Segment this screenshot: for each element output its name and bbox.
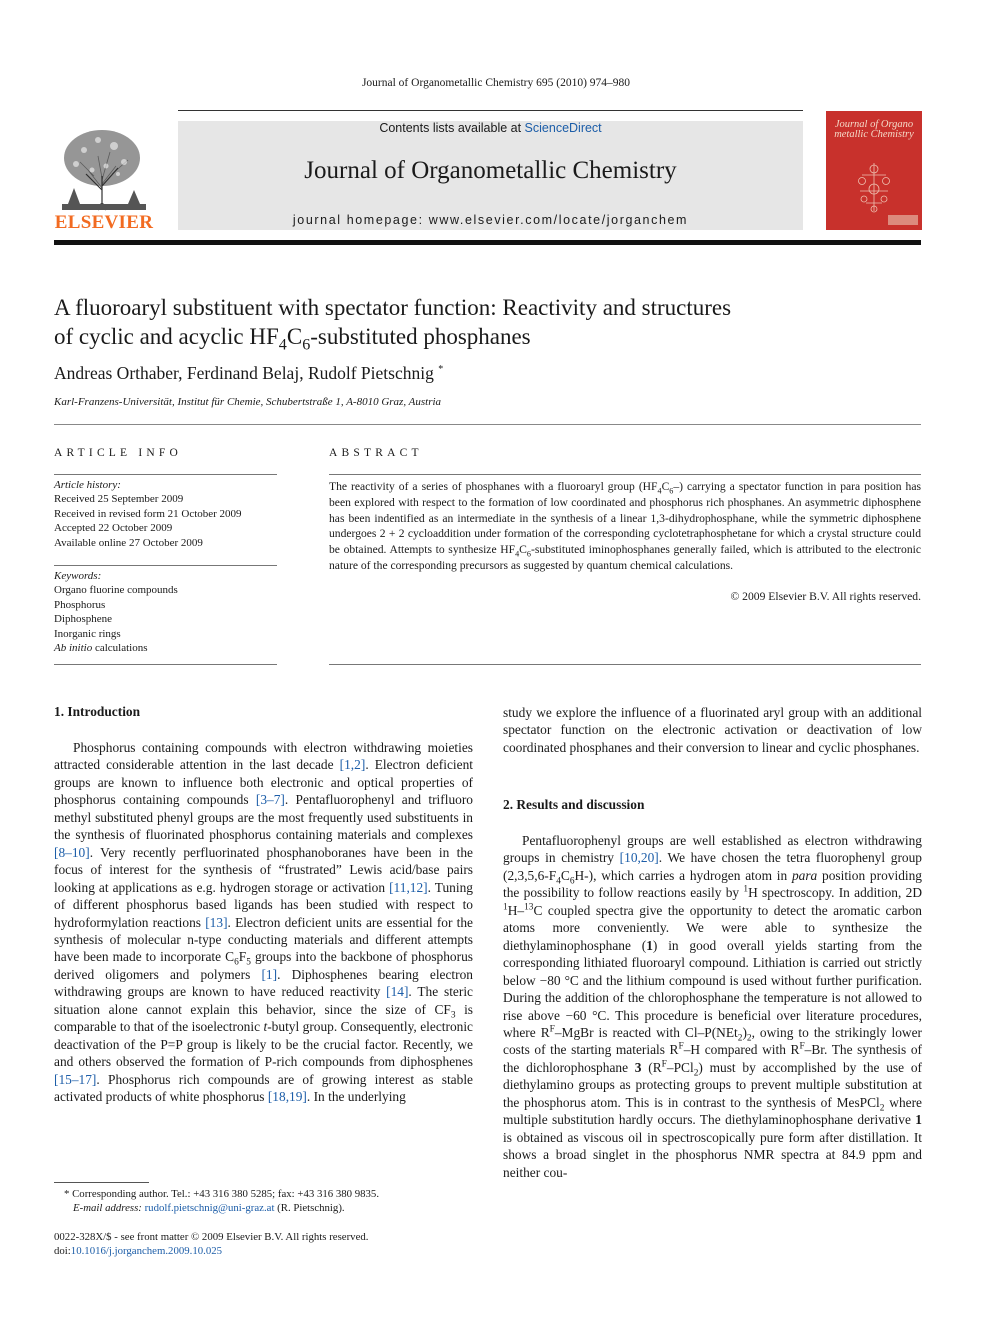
keyword: Diphosphene xyxy=(54,613,113,626)
article-info-heading: ARTICLE INFO xyxy=(54,447,182,459)
corresponding-author-mark[interactable]: * xyxy=(438,364,444,376)
front-matter xyxy=(54,1230,484,1259)
header-top-rule xyxy=(178,110,803,111)
header-thick-rule xyxy=(54,240,921,245)
corresponding-author-footnote xyxy=(54,1187,484,1216)
article-history xyxy=(54,478,277,550)
affiliation: Karl-Franzens-Universität, Institut für Chemie, Schubertstraße 1, A-8010 Graz, Austria xyxy=(54,396,442,408)
title-line-2: of cyclic and acyclic $HF_4C_6$-substituted phosphanes xyxy=(54,324,531,354)
abstract-rule xyxy=(329,474,921,475)
abstract-rule xyxy=(329,664,921,665)
abstract-heading: ABSTRACT xyxy=(329,447,423,459)
keywords-label: Keywords: xyxy=(54,570,102,582)
title-rule xyxy=(54,424,921,425)
citation-link[interactable]: [14] xyxy=(386,984,409,1000)
keyword: Ab initio calculations xyxy=(54,642,148,655)
doi-line: doi:10.1016/j.jorganchem.2009.10.025 xyxy=(54,1245,223,1258)
history-label: Article history: xyxy=(54,479,121,491)
history-online: Available online 27 October 2009 xyxy=(54,536,203,549)
info-rule xyxy=(54,565,277,566)
title-line-1: A fluoroaryl substituent with spectator function: Reactivity and structures xyxy=(54,295,732,320)
footnote-rule xyxy=(54,1182,149,1183)
citation-link[interactable]: [8–10] xyxy=(54,844,90,860)
history-accepted: Accepted 22 October 2009 xyxy=(54,522,173,535)
sciencedirect-link[interactable]: ScienceDirect xyxy=(524,121,602,135)
footnote-email: E-mail address: rudolf.pietschnig@uni-graz.at (R. Pietschnig). xyxy=(73,1202,345,1215)
introduction-paragraph: Phosphorus containing compounds with electron withdrawing moieties attracted considerable attention in the last decade [1,2]. Electron deficient groups are known to influence both electronic and optical properties of phosphorus containing compounds [3–7]. Pentafluorophenyl and trifluoro methyl substituted phenyl groups are the most frequently used substituents in the synthesis of fluorinated phosphorus containing materials and complexes [8–10]. Very recently perfluorinated phosphanoboranes have been in the focus of interest for the synthesis of “frustrated” Lewis acid/base pairs looking at applications as e.g. hydrogen storage or activation [11,12]. Tuning of different phosphorus based ligands has been studied with respect to hydroformylation reactions [13]. Electron deficient units are essential for the synthesis of molecular n-type conducting materials and different attempts have been made to incorporate $C_6F_5$ groups into the backbone of phosphorus derived oligomers and polymers [1]. Diphosphenes bearing electron withdrawing groups are known to have reduced reactivity [14]. The steric situation alone cannot explain this behavior, since the size of $CF_3$ is comparable to that of the isoelectronic t-butyl group. Consequently, electronic deactivation of the P=P group is likely to be the crucial factor. Recently, we and others observed the formation of P-rich compounds from diphosphenes [15–17]. Phosphorus rich compounds are of growing interest as stable activated products of white phosphorus [18,19]. In the underlying xyxy=(54,740,474,1105)
abstract-copyright: © 2009 Elsevier B.V. All rights reserved. xyxy=(730,590,921,603)
info-rule xyxy=(54,664,277,665)
citation-link[interactable]: [1,2] xyxy=(339,757,366,773)
keyword: Phosphorus xyxy=(54,598,106,611)
abstract-body: The reactivity of a series of phosphanes with a fluoroaryl group $(HF_4C_6-)$ carrying a spectator function in para position has been explored with respect to the formation of low coordinated and phosphorus rich phosphanes. An asymmetric diphosphene has been indentified as an intermediate in the synthesis of a linear 1,3-dihydrophosphane, while the symmetric diphosphene undergoes 2 + 2 cycloaddition under formation of the corresponding cyclotetraphosphetane for which a crystal structure could be obtained. Attempts to synthesize $HF_4C_6$-substituted iminophosphanes generally failed, which is attributed to the electronic nature of the corresponding precursors as suggested by quantum chemical calculations. xyxy=(329,480,921,572)
journal-homepage[interactable]: journal homepage: www.elsevier.com/locate/jorganchem xyxy=(292,213,689,227)
keyword: Inorganic rings xyxy=(54,627,121,640)
citation-link[interactable]: [13] xyxy=(205,914,228,930)
citation-link[interactable]: [18,19] xyxy=(267,1089,307,1105)
info-rule xyxy=(54,474,277,475)
cover-title: Journal of Organo metallic Chemistry xyxy=(834,119,914,140)
introduction-continuation: study we explore the influence of a fluorinated aryl group with an additional spectator function on the electronic activation or deactivation of low coordinated phosphanes and their conversion to linear and cyclic phosphanes. xyxy=(503,705,922,755)
article-title xyxy=(54,293,914,354)
author-list xyxy=(54,363,654,384)
results-heading: 2. Results and discussion xyxy=(503,797,645,812)
keyword: Organo fluorine compounds xyxy=(54,584,178,597)
keywords xyxy=(54,569,277,655)
introduction-heading: 1. Introduction xyxy=(54,704,141,719)
journal-title: Journal of Organometallic Chemistry xyxy=(304,157,677,184)
footnote-contact: * Corresponding author. Tel.: +43 316 380 5285; fax: +43 316 380 9835. xyxy=(64,1188,380,1200)
results-paragraph: Pentafluorophenyl groups are well established as electron withdrawing groups in chemistry [10,20]. We have chosen the tetra fluorophenyl group $(2,3,5,6-F_4C_6H-)$, which carries a hydrogen atom in para position providing the possibility to follow reactions easily by $^1$H spectroscopy. In addition, 2D $^1$H–$^{13}$C coupled spectra give the opportunity to detect the aromatic carbon atoms more conveniently. We were able to synthesize the diethylaminophosphane (1) in good overall yields starting from the corresponding lithiated fluoroaryl compound. Lithiation is carried out strictly below −80 °C and the lithium compound is used without further purification. During the addition of the chlorophosphane the temperature is not allowed to rise above −60 °C. This procedure is beneficial over literature procedures, where $R^F$–MgBr is reacted with $Cl-P(NEt_2)_2$, owing to the strikingly lower costs of the starting materials $R^F-H$ compared with $R^F-Br$. The synthesis of the dichlorophosphane 3 $(R^F-PCl_2)$ must by accomplished by the use of diethylamino groups as protecting groups to prevent multiple substitution at the phosphorus atom. This is in contrast to the synthesis of MesPCl$_2$ where multiple substitution hardly occurs. The diethylaminophosphane derivative 1 is obtained as viscous oil in spectroscopically pure form after distillation. It shows a broad singlet in the phosphorus NMR spectra at 84.9 ppm and neither cou- xyxy=(503,833,923,1180)
front-matter-copyright: 0022-328X/$ - see front matter © 2009 Elsevier B.V. All rights reserved. xyxy=(54,1231,369,1243)
contents-prefix: Contents lists available at xyxy=(379,121,525,135)
citation-link[interactable]: [3–7] xyxy=(255,792,285,808)
citation-link[interactable]: [10,20] xyxy=(619,850,659,866)
history-received: Received 25 September 2009 xyxy=(54,493,184,506)
history-revised: Received in revised form 21 October 2009 xyxy=(54,507,242,520)
authors-text: Andreas Orthaber, Ferdinand Belaj, Rudolf Pietschnig xyxy=(54,363,434,383)
email-link[interactable]: rudolf.pietschnig@uni-graz.at xyxy=(144,1202,275,1215)
citation-link[interactable]: [11,12] xyxy=(389,879,428,895)
citation-link[interactable]: [1] xyxy=(261,966,278,982)
journal-citation: Journal of Organometallic Chemistry 695 (2010) 974–980 xyxy=(361,77,631,89)
elsevier-wordmark: ELSEVIER xyxy=(54,212,154,233)
doi-link[interactable]: 10.1016/j.jorganchem.2009.10.025 xyxy=(70,1245,223,1258)
citation-link[interactable]: [15–17] xyxy=(54,1071,97,1087)
contents-line xyxy=(178,121,803,135)
